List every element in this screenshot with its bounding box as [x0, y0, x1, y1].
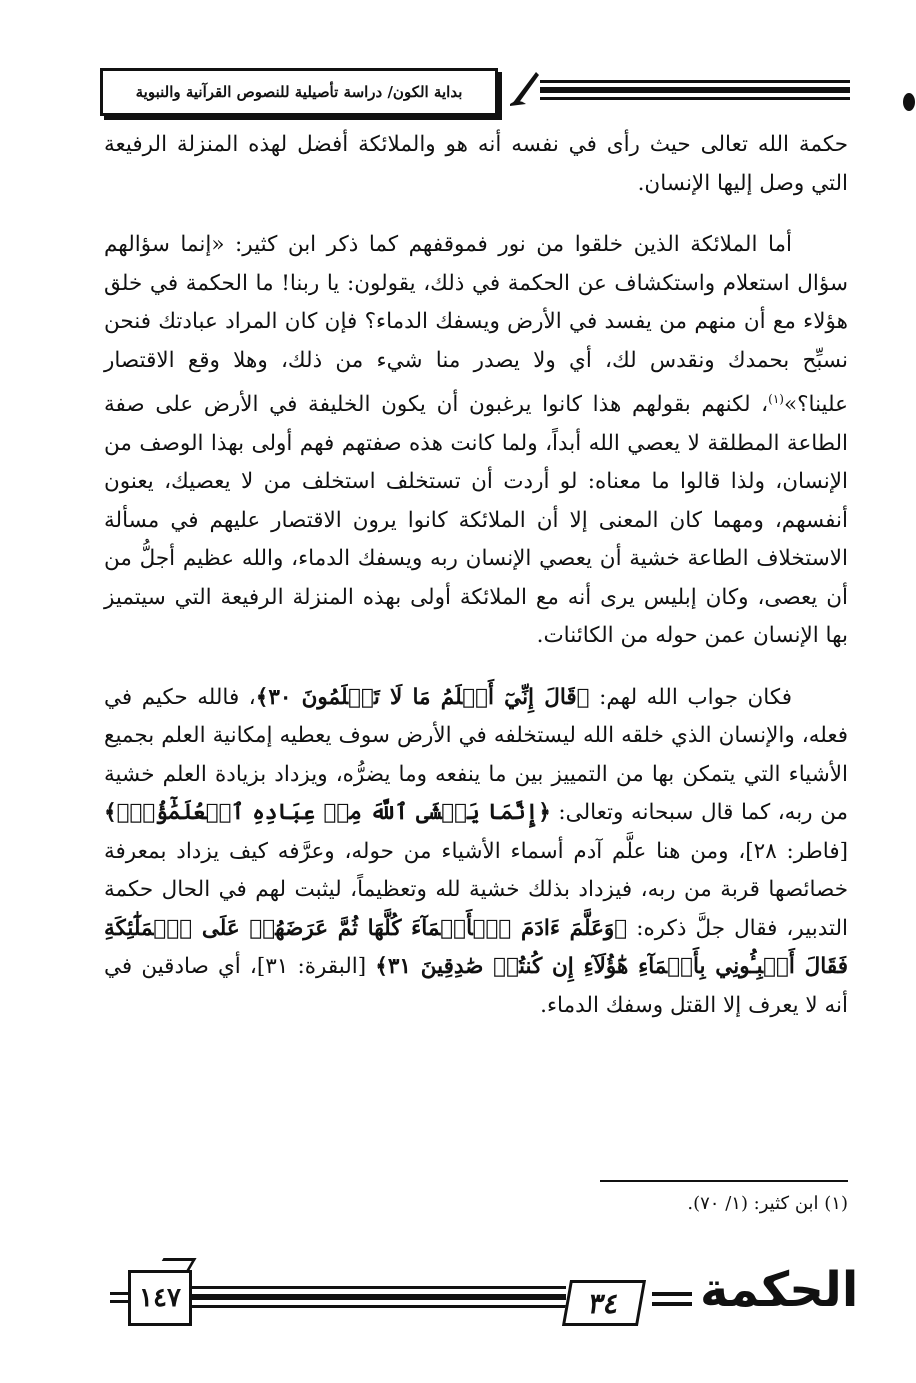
margin-dot: [903, 93, 915, 111]
quran-verse-1: ﴿قَالَ إِنِّيٓ أَعۡلَمُ مَا لَا تَعۡلَمُونَ ٣٠﴾: [255, 684, 590, 710]
footer-rule-mid-3: [190, 1305, 566, 1308]
footer-rule-mid-2: [190, 1294, 566, 1300]
page-header: [0, 60, 916, 130]
page-number: ١٤٧: [128, 1270, 192, 1326]
footer-rule-left: [110, 1292, 130, 1295]
paragraph-2-quote: أما الملائكة الذين خلقوا من نور فموقفهم كما ذكر ابن كثير: «إنما سؤالهم سؤال استعلام واستكشاف عن الحكمة في ذلك، يقولون: يا ربنا! ما الحكمة في خلق هؤلاء مع أن منهم من يفسد في الأرض ويسفك الدماء؟ فإن كان المراد عبادتك فنحن نسبِّح بحمدك ونقدس لك، أي ولا يصدر منا شيء من ذلك، وهلا وقع الاقتصار علينا؟»: [104, 232, 848, 418]
quran-verse-2: ﴿إِنَّمَا يَخۡشَى ٱللَّهَ مِنۡ عِبَادِهِ ٱلۡعُلَمَٰٓؤُاْۗ﴾: [104, 800, 551, 826]
paragraph-2: [104, 226, 848, 656]
paragraph-3-part-3: [فاطر: ٢٨]، ومن هنا علَّم آدم أسماء الأشياء من حوله، وعرَّفه كيف يزداد بمعرفة خصائصها قربة من ربه، فيزداد بذلك خشية لله وتعظيماً، ليثبت لهم في الحال حكمة التدبير، فقال جلَّ ذكره:: [104, 838, 848, 941]
footer-rule-right-2: [652, 1302, 692, 1306]
page-footer: [0, 1250, 916, 1360]
paragraph-3: [104, 679, 848, 1026]
footer-rule-left-2: [110, 1300, 130, 1303]
running-title: بداية الكون/ دراسة تأصيلية للنصوص القرآنية والنبوية: [100, 68, 498, 116]
header-rule: [540, 80, 850, 104]
magazine-logo: الحكمة: [700, 1262, 859, 1318]
quill-pen-icon: [508, 68, 542, 108]
issue-number: ٣٤: [562, 1280, 646, 1326]
footnote-reference[interactable]: (١): [768, 392, 784, 406]
paragraph-1: حكمة الله تعالى حيث رأى في نفسه أنه هو والملائكة أفضل لهذه المنزلة الرفيعة التي وصل إليها الإنسان.: [104, 132, 848, 196]
footer-rule-right-1: [652, 1292, 692, 1296]
body-text: [104, 126, 848, 1048]
paragraph-3-part-1: فكان جواب الله لهم:: [589, 684, 793, 710]
footer-rule-mid-1: [190, 1286, 566, 1289]
paragraph-2-rest: ، لكنهم بقولهم هذا كانوا يرغبون أن يكون الخليفة في الأرض على صفة الطاعة المطلقة لا يعصي الله أبداً، ولما كانت هذه صفتهم فهم أولى بهذا الوصف من الإنسان، ولذا قالوا ما معناه: لو أردت أن تستخلف استخلف من لا يعصيك، يعنون أنفسهم، ومهما كان المعنى إلا أن الملائكة كانوا يرون الاقتصار عليهم في مسألة الاستخلاف الطاعة خشية أن يعصي الإنسان ربه ويسفك الدماء، والله عظيم أجلُّ من أن يعصى، وكان إبليس يرى أنه مع الملائكة أولى بهذه المنزلة الرفيعة التي سيتميز بها الإنسان عمن حوله من الكائنات.: [104, 392, 848, 649]
paragraph-3-part-2: ، فالله حكيم في فعله، والإنسان الذي خلقه الله ليستخلفه في الأرض سوف يعطيه إمكانية العلم بجميع الأشياء التي يتمكن بها من التمييز بين ما ينفعه وما يضرُّه، ويزداد بزيادة العلم خشية من ربه، كما قال سبحانه وتعالى:: [104, 684, 848, 826]
footnote: (١) ابن كثير: (١/ ٧٠).: [687, 1193, 848, 1214]
quran-verse-3: ﴿وَعَلَّمَ ءَادَمَ ٱلۡأَسۡمَآءَ كُلَّهَا ثُمَّ عَرَضَهُمۡ عَلَى ٱلۡمَلَٰٓئِكَةِ فَقَالَ أَنۢبِـُٔونِي بِأَسۡمَآءِ هَٰٓؤُلَآءِ إِن كُنتُمۡ صَٰدِقِينَ ٣١﴾: [104, 915, 848, 980]
paragraph-3-part-4: [البقرة: ٣١]، أي صادقين في أنه لا يعرف إلا القتل وسفك الدماء.: [104, 954, 848, 1018]
footnote-divider: [600, 1180, 848, 1182]
